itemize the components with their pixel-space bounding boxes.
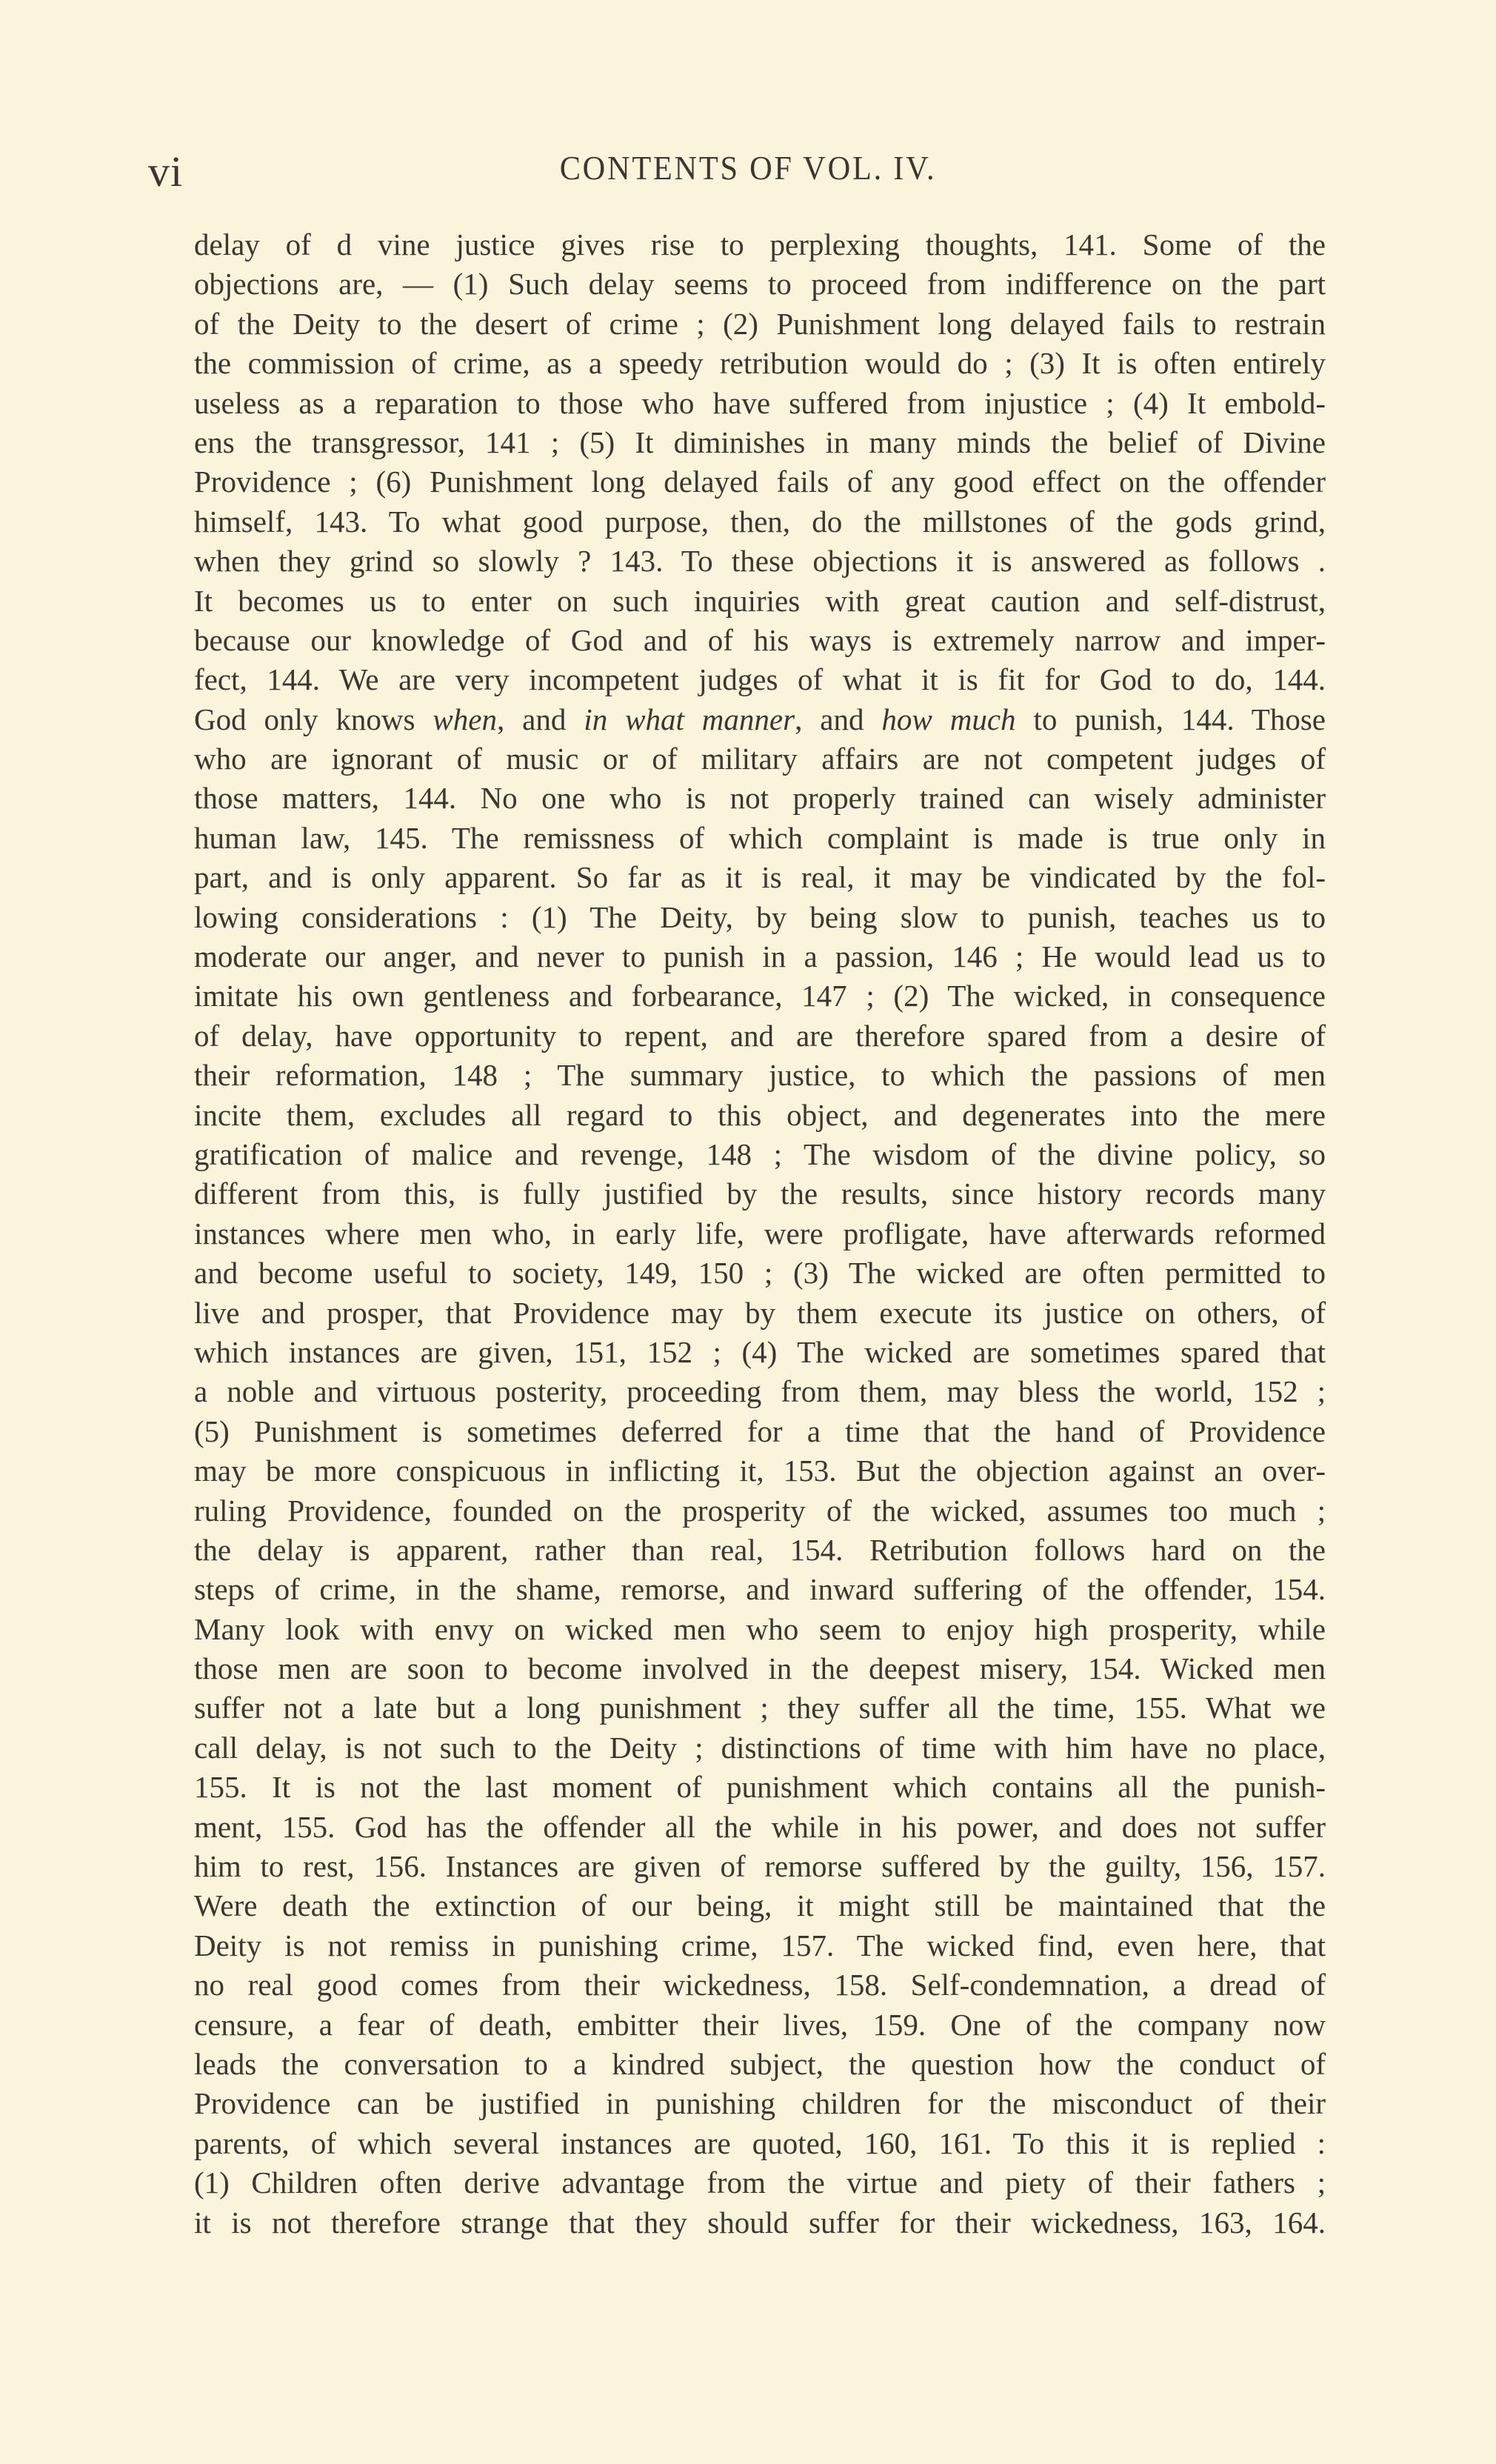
text-line xyxy=(194,384,1326,423)
text-line xyxy=(194,819,1326,858)
text-segment: ment, 155. God has the offender all the while in his power, and does not suffer xyxy=(194,1809,1326,1844)
text-line xyxy=(194,225,1326,264)
italic-text: how much xyxy=(881,702,1016,736)
text-line xyxy=(194,1610,1326,1649)
text-segment: imitate his own gentleness and forbearance, 147 ; (2) The wicked, in consequence xyxy=(194,979,1326,1013)
text-segment: Deity is not remiss in punishing crime, 157. The wicked find, even here, that xyxy=(194,1928,1326,1962)
text-segment: incite them, excludes all regard to this object, and degenerates into the mere xyxy=(194,1097,1326,1132)
text-line xyxy=(194,304,1326,344)
text-line xyxy=(194,1253,1326,1293)
text-line xyxy=(194,937,1326,976)
text-segment: (5) Punishment is sometimes deferred for a time that the hand of Providence xyxy=(194,1414,1326,1448)
text-segment: of the Deity to the desert of crime ; (2) Punishment long delayed fails to restrain xyxy=(194,306,1326,341)
text-segment: the delay is apparent, rather than real, 154. Retribution follows hard on the xyxy=(194,1532,1326,1567)
text-line xyxy=(194,1491,1326,1531)
text-segment: live and prosper, that Providence may by them execute its justice on others, of xyxy=(194,1295,1326,1330)
text-line xyxy=(194,264,1326,304)
text-line xyxy=(194,779,1326,818)
text-segment: the commission of crime, as a speedy retribution would do ; (3) It is often entirely xyxy=(194,346,1326,381)
text-segment: Many look with envy on wicked men who seem to enjoy high prosperity, while xyxy=(194,1611,1326,1646)
text-segment: part, and is only apparent. So far as it is real, it may be vindicated by the fol- xyxy=(194,860,1326,895)
text-line xyxy=(194,1926,1326,1965)
page-number: vi xyxy=(148,147,184,196)
text-line xyxy=(194,2045,1326,2084)
text-line xyxy=(194,1728,1326,1768)
italic-text: in what manner xyxy=(584,702,795,736)
text-line xyxy=(194,1886,1326,1925)
text-line xyxy=(194,2005,1326,2045)
text-line xyxy=(194,344,1326,383)
text-line xyxy=(194,2163,1326,2202)
text-line xyxy=(194,1016,1326,1056)
text-line xyxy=(194,1333,1326,1372)
text-line xyxy=(194,423,1326,462)
text-segment: objections are, — (1) Such delay seems to proceed from indifference on the part xyxy=(194,267,1326,302)
text-line xyxy=(194,1531,1326,1570)
text-segment: which instances are given, 151, 152 ; (4) The wicked are sometimes spared that xyxy=(194,1334,1326,1369)
text-segment: (1) Children often derive advantage from the virtue and piety of their fathers ; xyxy=(194,2165,1326,2200)
text-line xyxy=(194,858,1326,897)
text-line xyxy=(194,1808,1326,1847)
text-segment: gratification of malice and revenge, 148 ; The wisdom of the divine policy, so xyxy=(194,1136,1326,1171)
text-line xyxy=(194,582,1326,621)
text-segment: ens the transgressor, 141 ; (5) It diminishes in many minds the belief of Divine xyxy=(194,424,1326,459)
text-segment: ruling Providence, founded on the prosperity of the wicked, assumes too much ; xyxy=(194,1493,1326,1528)
text-segment: Providence can be justified in punishing children for the misconduct of their xyxy=(194,2086,1326,2121)
text-line xyxy=(194,1451,1326,1491)
text-line xyxy=(194,1096,1326,1135)
text-segment: him to rest, 156. Instances are given of remorse suffered by the guilty, 156, 157. xyxy=(194,1849,1326,1884)
text-line xyxy=(194,542,1326,581)
text-segment: God only knows xyxy=(194,702,433,736)
text-segment: instances where men who, in early life, were profligate, have afterwards reformed xyxy=(194,1216,1326,1251)
text-segment: may be more conspicuous in inflicting it, 153. But the objection against an over- xyxy=(194,1454,1326,1488)
text-line xyxy=(194,2124,1326,2163)
text-segment: fect, 144. We are very incompetent judges of what it is fit for God to do, 144. xyxy=(194,662,1326,697)
text-line xyxy=(194,739,1326,779)
text-line xyxy=(194,1056,1326,1095)
text-segment: himself, 143. To what good purpose, then, do the millstones of the gods grind, xyxy=(194,504,1326,539)
text-line xyxy=(194,2084,1326,2123)
text-segment: when they grind so slowly ? 143. To these objections it is answered as follows . xyxy=(194,544,1326,579)
italic-text: when xyxy=(433,702,497,736)
text-line xyxy=(194,660,1326,699)
text-line xyxy=(194,1649,1326,1688)
text-line xyxy=(194,1847,1326,1886)
text-segment: , and xyxy=(496,702,584,736)
text-segment: those men are soon to become involved in the deepest misery, 154. Wicked men xyxy=(194,1651,1326,1686)
body-text xyxy=(194,225,1326,2242)
text-segment: because our knowledge of God and of his ways is extremely narrow and imper- xyxy=(194,622,1326,657)
text-line xyxy=(194,1965,1326,2005)
text-segment: of delay, have opportunity to repent, and are therefore spared from a desire of xyxy=(194,1018,1326,1053)
text-line xyxy=(194,2203,1326,2242)
text-segment: a noble and virtuous posterity, proceeding from them, may bless the world, 152 ; xyxy=(194,1374,1326,1409)
text-segment: leads the conversation to a kindred subject, the question how the conduct of xyxy=(194,2046,1326,2081)
text-line xyxy=(194,1372,1326,1411)
text-segment: human law, 145. The remissness of which complaint is made is true only in xyxy=(194,820,1326,855)
text-line xyxy=(194,1688,1326,1728)
text-line xyxy=(194,621,1326,660)
text-segment: moderate our anger, and never to punish in a passion, 146 ; He would lead us to xyxy=(194,939,1326,974)
text-segment: Providence ; (6) Punishment long delayed fails of any good effect on the offender xyxy=(194,465,1326,499)
text-line xyxy=(194,1174,1326,1213)
text-segment: parents, of which several instances are quoted, 160, 161. To this it is replied : xyxy=(194,2125,1326,2160)
text-line xyxy=(194,1135,1326,1174)
text-line xyxy=(194,700,1326,739)
text-segment: delay of d vine justice gives rise to perplexing thoughts, 141. Some of the xyxy=(194,227,1326,262)
text-segment: useless as a reparation to those who have suffered from injustice ; (4) It embold- xyxy=(194,385,1326,420)
running-head: CONTENTS OF VOL. IV. xyxy=(559,149,937,187)
text-segment: , and xyxy=(795,702,882,736)
text-segment: censure, a fear of death, embitter their lives, 159. One of the company now xyxy=(194,2007,1326,2042)
text-segment: steps of crime, in the shame, remorse, and inward suffering of the offender, 154. xyxy=(194,1572,1326,1607)
text-segment: those matters, 144. No one who is not properly trained can wisely administer xyxy=(194,781,1326,816)
text-segment: and become useful to society, 149, 150 ; (3) The wicked are often permitted to xyxy=(194,1256,1326,1291)
text-line xyxy=(194,1412,1326,1451)
text-line xyxy=(194,1768,1326,1807)
text-line xyxy=(194,462,1326,502)
text-segment: to punish, 144. Those xyxy=(1015,702,1326,736)
text-segment: Were death the extinction of our being, it might still be maintained that the xyxy=(194,1888,1326,1923)
text-line xyxy=(194,976,1326,1016)
text-segment: different from this, is fully justified by the results, since history records many xyxy=(194,1176,1326,1211)
text-segment: their reformation, 148 ; The summary justice, to which the passions of men xyxy=(194,1058,1326,1093)
text-segment: who are ignorant of music or of military affairs are not competent judges of xyxy=(194,742,1326,776)
text-line xyxy=(194,502,1326,542)
text-line xyxy=(194,898,1326,937)
text-line xyxy=(194,1293,1326,1333)
text-line xyxy=(194,1214,1326,1253)
text-segment: 155. It is not the last moment of punishment which contains all the punish- xyxy=(194,1770,1326,1805)
text-segment: it is not therefore strange that they should suffer for their wickedness, 163, 164. xyxy=(194,2205,1326,2240)
text-segment: no real good comes from their wickedness, 158. Self-condemnation, a dread of xyxy=(194,1968,1326,2002)
text-segment: call delay, is not such to the Deity ; distinctions of time with him have no place, xyxy=(194,1730,1326,1765)
text-line xyxy=(194,1570,1326,1609)
text-segment: lowing considerations : (1) The Deity, by being slow to punish, teaches us to xyxy=(194,899,1326,934)
text-segment: suffer not a late but a long punishment ; they suffer all the time, 155. What we xyxy=(194,1691,1326,1725)
text-segment: It becomes us to enter on such inquiries with great caution and self-distrust, xyxy=(194,583,1326,618)
